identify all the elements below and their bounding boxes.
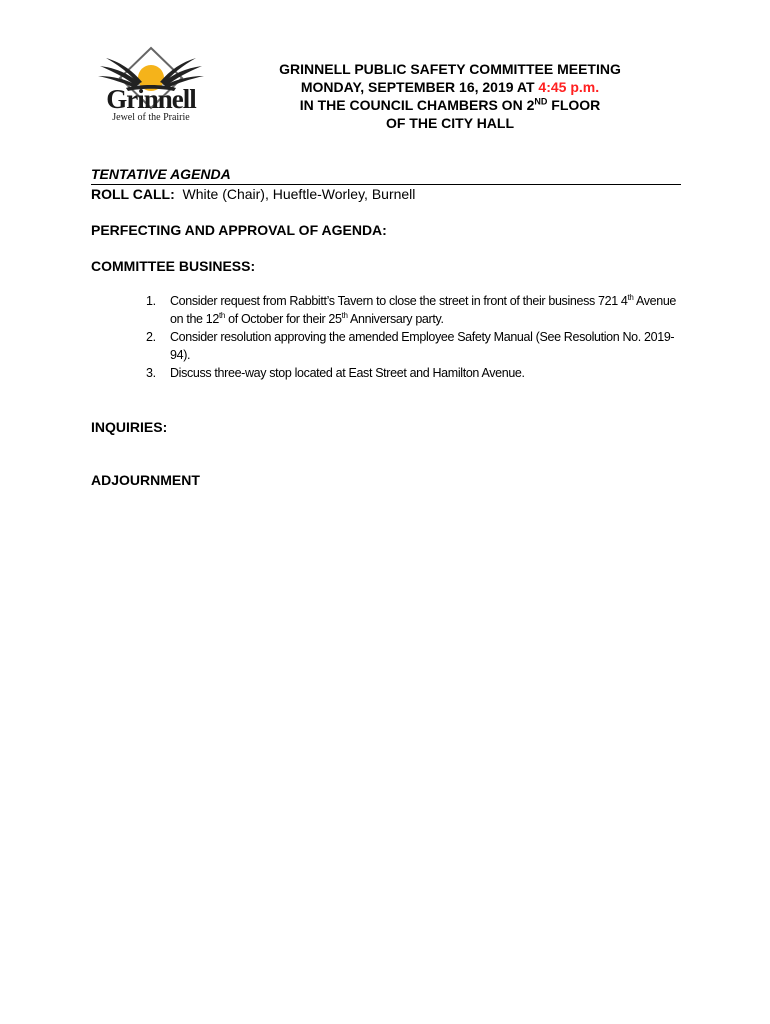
header-date-text: MONDAY, SEPTEMBER 16, 2019 AT [300,79,539,95]
title-divider [91,184,681,185]
list-item [140,364,680,382]
ordinal-superscript: th [218,310,225,320]
committee-business-heading: COMMITTEE BUSINESS: [91,258,256,274]
header-line-location [230,96,670,114]
roll-call-members: White (Chair), Hueftle-Worley, Burnell [182,186,416,202]
logo-wordmark: Grinnell [106,84,196,114]
city-logo [96,44,206,130]
perfecting-heading: PERFECTING AND APPROVAL OF AGENDA: [91,222,387,238]
meeting-header [230,60,670,132]
list-item [140,292,680,328]
business-items-list [140,292,680,382]
item-text: Consider resolution approving the amended Employee Safety Manual (See Resolution No. 2019-94). [170,330,675,362]
logo-tagline: Jewel of the Prairie [112,112,190,123]
item-text: Anniversary party. [347,312,444,326]
item-number: 3. [146,366,156,380]
ordinal-superscript: th [341,310,348,320]
header-time: 4:45 p.m. [538,79,600,95]
ordinal-superscript: th [627,292,634,302]
header-line-building: OF THE CITY HALL [385,115,515,131]
list-item [140,328,680,364]
header-location-text: IN THE COUNCIL CHAMBERS ON 2 [299,97,535,113]
roll-call [91,186,415,202]
item-text: Avenue on the 12 [170,294,677,326]
roll-call-label: ROLL CALL: [91,186,175,202]
header-floor-text: FLOOR [547,97,601,113]
item-text: Discuss three-way stop located at East Street and Hamilton Avenue. [170,366,525,380]
item-text: Consider request from Rabbitt’s Tavern to close the street in front of their business 721 4 [170,294,628,308]
header-floor-superscript: ND [534,96,548,107]
adjournment-heading: ADJOURNMENT [91,472,200,488]
inquiries-heading: INQUIRIES: [91,419,168,435]
item-number: 2. [146,330,156,344]
item-text: of October for their 25 [224,312,342,326]
header-line-title: GRINNELL PUBLIC SAFETY COMMITTEE MEETING [279,61,621,77]
agenda-title: TENTATIVE AGENDA [91,166,231,182]
header-line-date [230,78,670,96]
item-number: 1. [146,294,156,308]
